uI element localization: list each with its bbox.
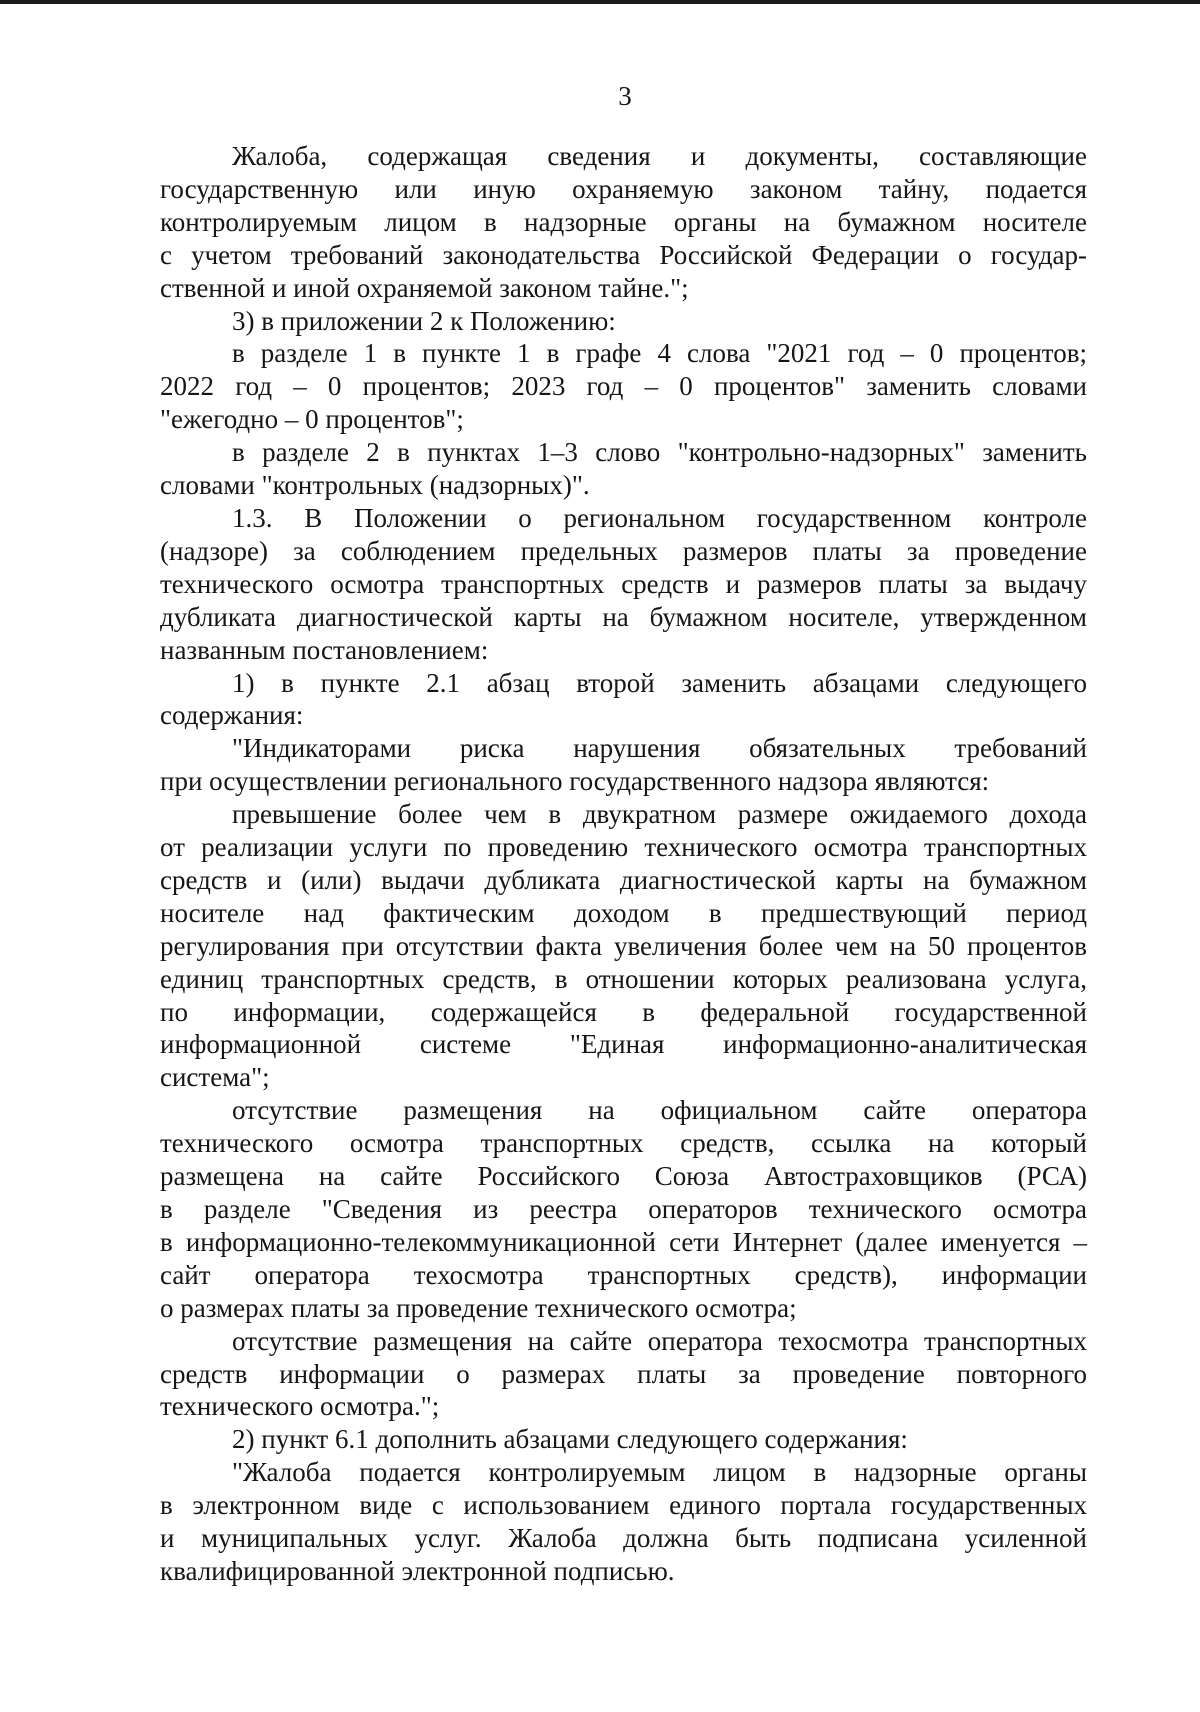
paragraph bbox=[160, 667, 1087, 733]
text-line: и муниципальных услуг. Жалоба должна быть подписана усиленной bbox=[160, 1523, 1087, 1554]
text-line: от реализации услуги по проведению технического осмотра транспортных bbox=[160, 832, 1087, 863]
document-body bbox=[160, 140, 1087, 1588]
paragraph bbox=[160, 140, 1087, 305]
text-line: размещена на сайте Российского Союза Автостраховщиков (РСА) bbox=[160, 1161, 1087, 1192]
text-line: при осуществлении регионального государственного надзора являются: bbox=[160, 766, 990, 797]
text-line: отсутствие размещения на официальном сайте оператора bbox=[232, 1095, 1087, 1126]
paragraph bbox=[160, 1423, 1087, 1456]
page-number: 3 bbox=[618, 81, 632, 111]
text-line: единиц транспортных средств, в отношении которых реализована услуга, bbox=[160, 963, 1087, 994]
paragraph bbox=[160, 305, 1087, 338]
scan-top-edge bbox=[0, 0, 1200, 4]
text-line: ственной и иной охраняемой законом тайне."; bbox=[160, 272, 689, 303]
text-line: в информационно-телекоммуникационной сети Интернет (далее именуется – bbox=[160, 1226, 1087, 1257]
paragraph bbox=[160, 502, 1087, 667]
text-line: средств и (или) выдачи дубликата диагностической карты на бумажном bbox=[160, 864, 1087, 895]
text-line: регулирования при отсутствии факта увеличения более чем на 50 процентов bbox=[160, 930, 1087, 961]
text-line: носителе над фактическим доходом в предшествующий период bbox=[160, 897, 1087, 928]
text-line: названным постановлением: bbox=[160, 634, 489, 665]
paragraph bbox=[160, 798, 1087, 1094]
text-line: 1) в пункте 2.1 абзац второй заменить абзацами следующего bbox=[232, 667, 1087, 698]
text-line: о размерах платы за проведение технического осмотра; bbox=[160, 1292, 797, 1323]
text-line: технического осмотра."; bbox=[160, 1391, 440, 1422]
text-line: Жалоба, содержащая сведения и документы, составляющие bbox=[232, 141, 1087, 171]
text-line: "ежегодно – 0 процентов"; bbox=[160, 404, 464, 435]
text-line: в электронном виде с использованием единого портала государственных bbox=[160, 1490, 1087, 1521]
text-line: технического осмотра транспортных средств, ссылка на который bbox=[160, 1128, 1087, 1159]
text-line: содержания: bbox=[160, 700, 304, 731]
paragraph bbox=[160, 1094, 1087, 1324]
text-line: в разделе 1 в пункте 1 в графе 4 слова "2021 год – 0 процентов; bbox=[232, 338, 1087, 369]
text-line: в разделе 2 в пунктах 1–3 слово "контрольно-надзорных" заменить bbox=[232, 437, 1087, 468]
text-line: квалифицированной электронной подписью. bbox=[160, 1555, 675, 1586]
text-line: по информации, содержащейся в федеральной государственной bbox=[160, 996, 1087, 1027]
text-line: "Жалоба подается контролируемым лицом в надзорные органы bbox=[232, 1457, 1087, 1488]
text-line: средств информации о размерах платы за проведение повторного bbox=[160, 1358, 1087, 1389]
paragraph bbox=[160, 337, 1087, 436]
text-line: технического осмотра транспортных средств и размеров платы за выдачу bbox=[160, 568, 1087, 599]
paragraph bbox=[160, 1456, 1087, 1588]
text-line: дубликата диагностической карты на бумажном носителе, утвержденном bbox=[160, 601, 1087, 632]
text-line: словами "контрольных (надзорных)". bbox=[160, 470, 590, 501]
text-line: "Индикаторами риска нарушения обязательных требований bbox=[232, 733, 1087, 764]
text-line: в разделе "Сведения из реестра операторов технического осмотра bbox=[160, 1194, 1087, 1224]
text-line: (надзоре) за соблюдением предельных размеров платы за проведение bbox=[160, 535, 1087, 566]
text-line: государственную или иную охраняемую законом тайну, подается bbox=[160, 173, 1087, 204]
text-line: 2022 год – 0 процентов; 2023 год – 0 процентов" заменить словами bbox=[160, 371, 1087, 402]
text-line: система"; bbox=[160, 1062, 270, 1093]
text-line: отсутствие размещения на сайте оператора техосмотра транспортных bbox=[232, 1325, 1087, 1356]
paragraph bbox=[160, 732, 1087, 798]
text-line: контролируемым лицом в надзорные органы на бумажном носителе bbox=[160, 206, 1087, 237]
text-line: с учетом требований законодательства Российской Федерации о государ- bbox=[160, 239, 1087, 270]
text-line: превышение более чем в двукратном размере ожидаемого дохода bbox=[232, 799, 1087, 830]
paragraph bbox=[160, 1325, 1087, 1424]
paragraph bbox=[160, 436, 1087, 502]
text-line: информационной системе "Единая информационно-аналитическая bbox=[160, 1029, 1087, 1060]
text-line: сайт оператора техосмотра транспортных средств), информации bbox=[160, 1259, 1087, 1290]
text-line: 2) пункт 6.1 дополнить абзацами следующего содержания: bbox=[232, 1424, 908, 1455]
text-line: 1.3. В Положении о региональном государственном контроле bbox=[232, 502, 1087, 533]
text-line: 3) в приложении 2 к Положению: bbox=[232, 305, 616, 336]
